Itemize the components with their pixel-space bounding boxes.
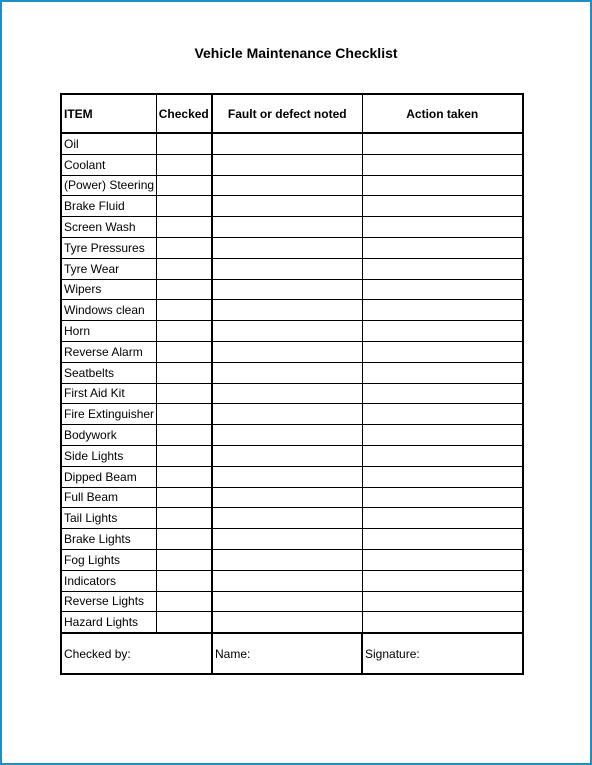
table-row	[61, 529, 523, 550]
table-row	[61, 612, 523, 633]
table-row	[61, 404, 523, 425]
table-row	[61, 154, 523, 175]
fault-cell[interactable]	[212, 570, 362, 591]
action-cell[interactable]	[362, 237, 523, 258]
checked-cell[interactable]	[156, 570, 212, 591]
item-label: Side Lights	[61, 445, 156, 466]
item-label: Seatbelts	[61, 362, 156, 383]
fault-cell[interactable]	[212, 612, 362, 633]
item-label: First Aid Kit	[61, 383, 156, 404]
action-cell[interactable]	[362, 591, 523, 612]
checked-cell[interactable]	[156, 237, 212, 258]
checked-cell[interactable]	[156, 404, 212, 425]
table-row	[61, 591, 523, 612]
item-label: Windows clean	[61, 300, 156, 321]
table-row	[61, 300, 523, 321]
action-cell[interactable]	[362, 612, 523, 633]
signature-field[interactable]: Signature:	[362, 633, 523, 674]
item-label: Reverse Alarm	[61, 341, 156, 362]
fault-cell[interactable]	[212, 362, 362, 383]
checked-cell[interactable]	[156, 175, 212, 196]
table-row	[61, 217, 523, 238]
action-cell[interactable]	[362, 175, 523, 196]
item-label: Tail Lights	[61, 508, 156, 529]
item-label: Fog Lights	[61, 549, 156, 570]
action-cell[interactable]	[362, 570, 523, 591]
column-header-action: Action taken	[362, 94, 523, 133]
action-cell[interactable]	[362, 196, 523, 217]
table-row	[61, 196, 523, 217]
fault-cell[interactable]	[212, 217, 362, 238]
fault-cell[interactable]	[212, 258, 362, 279]
table-row	[61, 175, 523, 196]
checked-cell[interactable]	[156, 279, 212, 300]
table-row	[61, 425, 523, 446]
column-header-checked: Checked	[156, 94, 212, 133]
item-label: Oil	[61, 133, 156, 154]
action-cell[interactable]	[362, 154, 523, 175]
action-cell[interactable]	[362, 445, 523, 466]
item-label: Coolant	[61, 154, 156, 175]
action-cell[interactable]	[362, 529, 523, 550]
checked-cell[interactable]	[156, 591, 212, 612]
item-label: Wipers	[61, 279, 156, 300]
table-row	[61, 383, 523, 404]
checked-cell[interactable]	[156, 321, 212, 342]
fault-cell[interactable]	[212, 321, 362, 342]
item-label: Brake Lights	[61, 529, 156, 550]
column-header-fault: Fault or defect noted	[212, 94, 362, 133]
item-label: Tyre Wear	[61, 258, 156, 279]
fault-cell[interactable]	[212, 466, 362, 487]
table-row	[61, 237, 523, 258]
checked-cell[interactable]	[156, 258, 212, 279]
checked-cell[interactable]	[156, 196, 212, 217]
checked-cell[interactable]	[156, 154, 212, 175]
checked-cell[interactable]	[156, 217, 212, 238]
fault-cell[interactable]	[212, 196, 362, 217]
table-row	[61, 508, 523, 529]
action-cell[interactable]	[362, 341, 523, 362]
action-cell[interactable]	[362, 508, 523, 529]
fault-cell[interactable]	[212, 279, 362, 300]
table-row	[61, 133, 523, 154]
item-label: Fire Extinguisher	[61, 404, 156, 425]
action-cell[interactable]	[362, 425, 523, 446]
fault-cell[interactable]	[212, 445, 362, 466]
name-field[interactable]: Name:	[212, 633, 362, 674]
checked-cell[interactable]	[156, 341, 212, 362]
item-label: Horn	[61, 321, 156, 342]
table-row	[61, 445, 523, 466]
item-label: Hazard Lights	[61, 612, 156, 633]
action-cell[interactable]	[362, 466, 523, 487]
table-row	[61, 362, 523, 383]
item-label: Full Beam	[61, 487, 156, 508]
page-title: Vehicle Maintenance Checklist	[194, 45, 398, 61]
checked-cell[interactable]	[156, 529, 212, 550]
checked-cell[interactable]	[156, 445, 212, 466]
checked-by-field[interactable]: Checked by:	[61, 633, 212, 674]
checked-cell[interactable]	[156, 549, 212, 570]
checked-cell[interactable]	[156, 466, 212, 487]
fault-cell[interactable]	[212, 591, 362, 612]
checklist-table	[60, 93, 524, 675]
item-label: Screen Wash	[61, 217, 156, 238]
action-cell[interactable]	[362, 487, 523, 508]
item-label: Bodywork	[61, 425, 156, 446]
action-cell[interactable]	[362, 133, 523, 154]
action-cell[interactable]	[362, 321, 523, 342]
fault-cell[interactable]	[212, 508, 362, 529]
fault-cell[interactable]	[212, 300, 362, 321]
fault-cell[interactable]	[212, 341, 362, 362]
checked-cell[interactable]	[156, 425, 212, 446]
checked-cell[interactable]	[156, 362, 212, 383]
action-cell[interactable]	[362, 217, 523, 238]
table-row	[61, 341, 523, 362]
fault-cell[interactable]	[212, 404, 362, 425]
checked-cell[interactable]	[156, 300, 212, 321]
checked-cell[interactable]	[156, 133, 212, 154]
action-cell[interactable]	[362, 549, 523, 570]
header-row	[61, 94, 523, 133]
fault-cell[interactable]	[212, 383, 362, 404]
table-row	[61, 258, 523, 279]
action-cell[interactable]	[362, 383, 523, 404]
table-row	[61, 279, 523, 300]
table-row	[61, 549, 523, 570]
action-cell[interactable]	[362, 362, 523, 383]
table-row	[61, 321, 523, 342]
column-header-item: ITEM	[61, 94, 156, 133]
table-row	[61, 487, 523, 508]
checked-cell[interactable]	[156, 383, 212, 404]
fault-cell[interactable]	[212, 154, 362, 175]
fault-cell[interactable]	[212, 529, 362, 550]
item-label: (Power) Steering	[61, 175, 156, 196]
item-label: Indicators	[61, 570, 156, 591]
footer-row	[61, 633, 523, 674]
action-cell[interactable]	[362, 258, 523, 279]
fault-cell[interactable]	[212, 549, 362, 570]
table-row	[61, 570, 523, 591]
item-label: Reverse Lights	[61, 591, 156, 612]
action-cell[interactable]	[362, 404, 523, 425]
item-label: Tyre Pressures	[61, 237, 156, 258]
item-label: Dipped Beam	[61, 466, 156, 487]
fault-cell[interactable]	[212, 175, 362, 196]
fault-cell[interactable]	[212, 133, 362, 154]
item-label: Brake Fluid	[61, 196, 156, 217]
checked-cell[interactable]	[156, 487, 212, 508]
action-cell[interactable]	[362, 279, 523, 300]
fault-cell[interactable]	[212, 425, 362, 446]
table-row	[61, 466, 523, 487]
action-cell[interactable]	[362, 300, 523, 321]
fault-cell[interactable]	[212, 487, 362, 508]
checked-cell[interactable]	[156, 612, 212, 633]
fault-cell[interactable]	[212, 237, 362, 258]
checked-cell[interactable]	[156, 508, 212, 529]
